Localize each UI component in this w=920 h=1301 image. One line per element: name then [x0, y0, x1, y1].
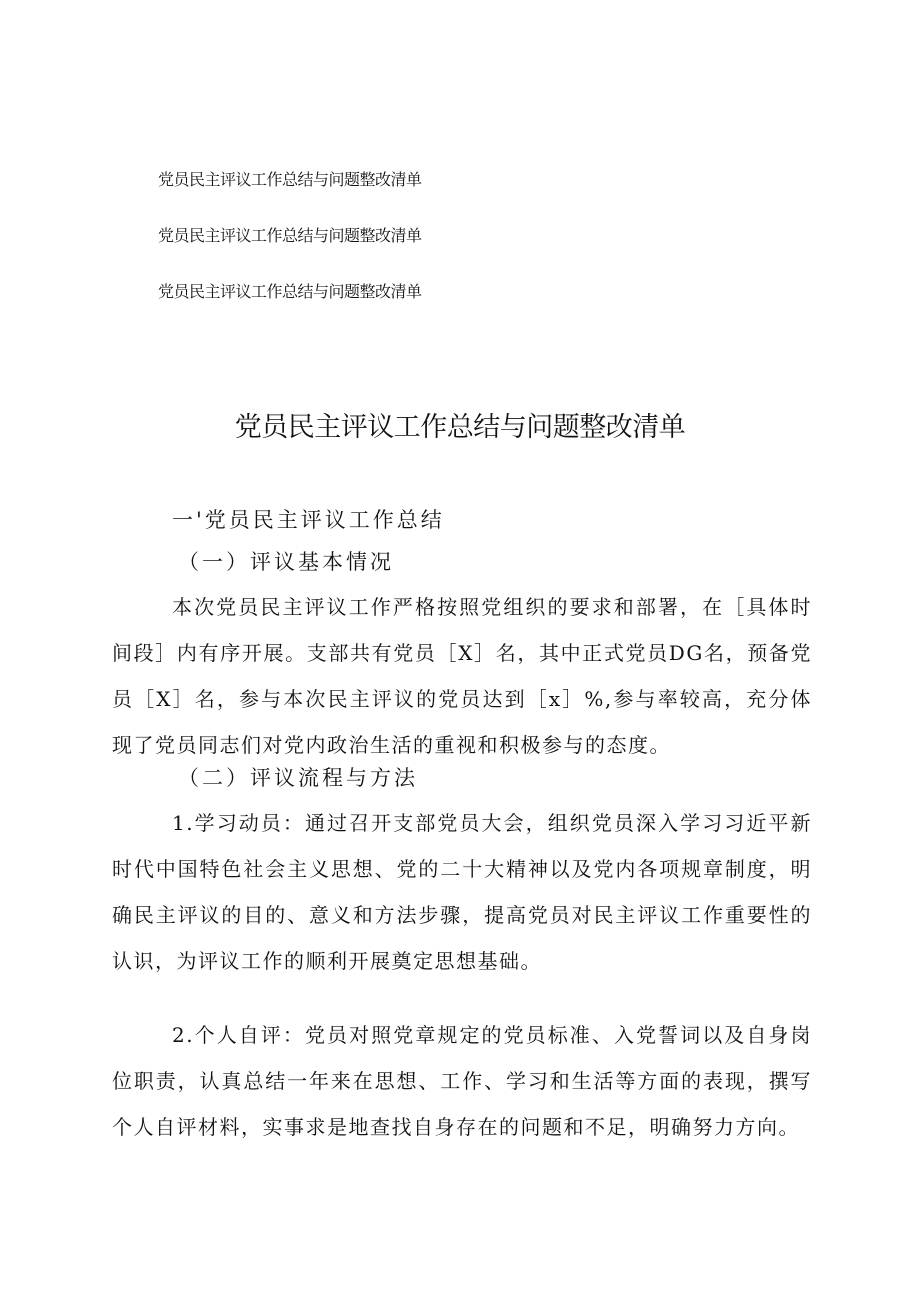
paragraph-study-mobilization: 1.学习动员：通过召开支部党员大会，组织党员深入学习习近平新时代中国特色社会主义思想、党的二十大精神以及党内各项规章制度，明确民主评议的目的、意义和方法步骤，提高党员对民主评议工作重要性的认识，为评议工作的顺利开展奠定思想基础。	[112, 811, 812, 973]
paragraph-self-evaluation: 2.个人自评：党员对照党章规定的党员标准、入党誓词以及自身岗位职责，认真总结一年来在思想、工作、学习和生活等方面的表现，撰写个人自评材料，实事求是地查找自身存在的问题和不足，明确努力方向。	[112, 1023, 812, 1139]
section-heading: 一'党员民主评议工作总结	[172, 508, 445, 532]
subsection-heading-process: （二）评议流程与方法	[178, 766, 418, 790]
paragraph-basic-info: 本次党员民主评议工作严格按照党组织的要求和部署，在［具体时间段］内有序开展。支部共有党员［X］名，其中正式党员DG名，预备党员［X］名，参与本次民主评议的党员达到［x］%,参与率较高，充分体现了党员同志们对党内政治生活的重视和积极参与的态度。	[112, 595, 812, 757]
header-line: 党员民主评议工作总结与问题整改清单	[158, 282, 422, 301]
header-line: 党员民主评议工作总结与问题整改清单	[158, 226, 422, 245]
document-title: 党员民主评议工作总结与问题整改清单	[234, 412, 686, 443]
subsection-heading-basic-info: （一）评议基本情况	[178, 550, 394, 574]
header-line: 党员民主评议工作总结与问题整改清单	[158, 170, 422, 189]
